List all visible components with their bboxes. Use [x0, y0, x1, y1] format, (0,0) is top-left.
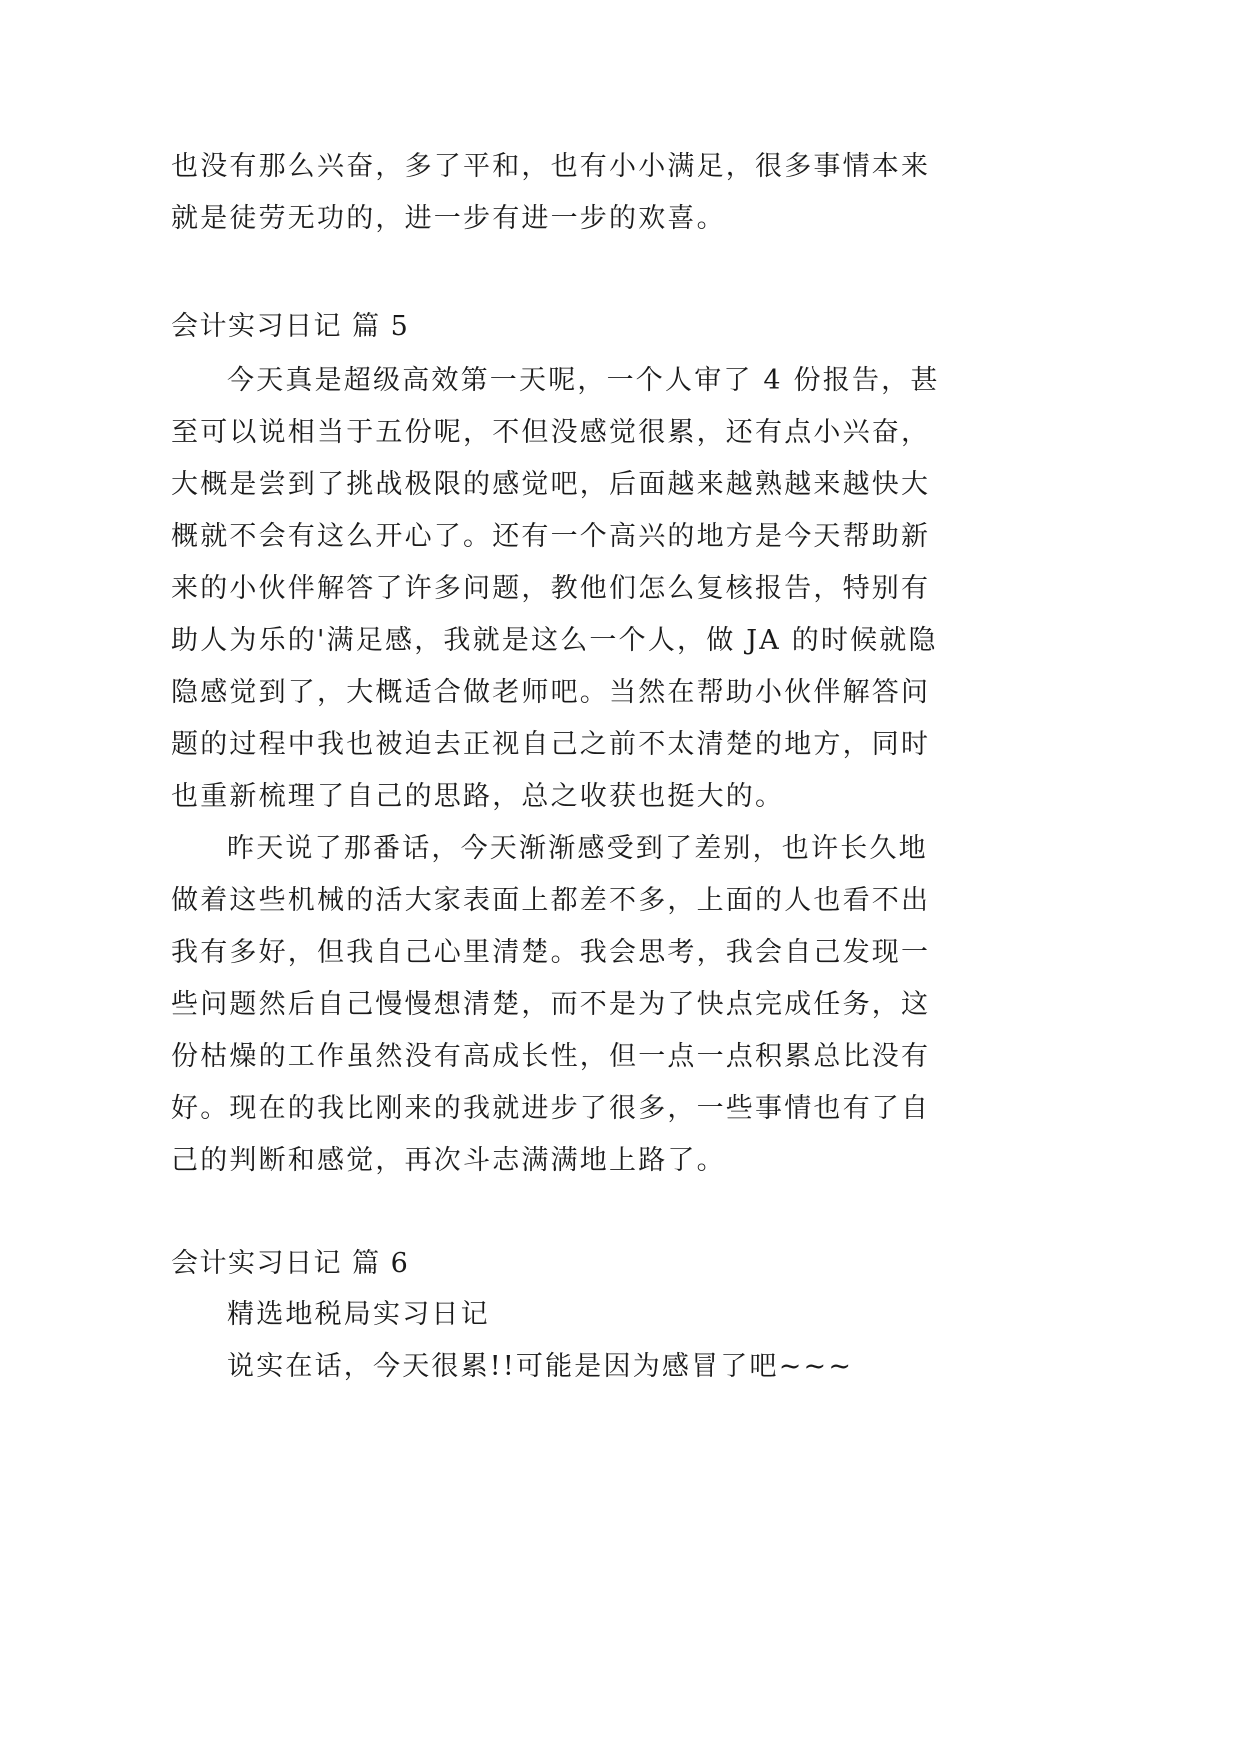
section-5-p1-line-6: 助人为乐的'满足感，我就是这么一个人，做 JA 的时候就隐 [171, 625, 938, 656]
section-5-p2-line-5: 份枯燥的工作虽然没有高成长性，但一点一点积累总比没有 [171, 1041, 931, 1072]
section-5-p2-line-6: 好。现在的我比刚来的我就进步了很多，一些事情也有了自 [171, 1093, 931, 1124]
section-5-p2-line-1: 昨天说了那番话，今天渐渐感受到了差别，也许长久地 [227, 833, 928, 864]
section-5-p1-line-5: 来的小伙伴解答了许多问题，教他们怎么复核报告，特别有 [171, 573, 931, 604]
section-5-p1-line-1: 今天真是超级高效第一天呢，一个人审了 4 份报告，甚 [227, 365, 940, 396]
section-5-p2-line-2: 做着这些机械的活大家表面上都差不多，上面的人也看不出 [171, 885, 931, 916]
section-5-p1-line-2: 至可以说相当于五份呢，不但没感觉很累，还有点小兴奋， [171, 417, 931, 448]
section-5-p2-line-7: 己的判断和感觉，再次斗志满满地上路了。 [171, 1145, 726, 1176]
section-5-p1-line-4: 概就不会有这么开心了。还有一个高兴的地方是今天帮助新 [171, 521, 931, 552]
section-5-heading: 会计实习日记 篇 5 [171, 311, 410, 342]
section-5-p1-line-7: 隐感觉到了，大概适合做老师吧。当然在帮助小伙伴解答问 [171, 677, 931, 708]
intro-line-1: 也没有那么兴奋，多了平和，也有小小满足，很多事情本来 [171, 151, 931, 182]
section-6-subtitle: 精选地税局实习日记 [227, 1299, 490, 1330]
section-6-heading: 会计实习日记 篇 6 [171, 1248, 410, 1279]
section-6-line-1: 说实在话，今天很累!!可能是因为感冒了吧~~~ [227, 1351, 854, 1382]
intro-line-2: 就是徒劳无功的，进一步有进一步的欢喜。 [171, 203, 726, 234]
section-5-p1-line-9: 也重新梳理了自己的思路，总之收获也挺大的。 [171, 781, 785, 812]
section-5-p2-line-3: 我有多好，但我自己心里清楚。我会思考，我会自己发现一 [171, 937, 931, 968]
section-5-p2-line-4: 些问题然后自己慢慢想清楚，而不是为了快点完成任务，这 [171, 989, 931, 1020]
section-5-p1-line-8: 题的过程中我也被迫去正视自己之前不太清楚的地方，同时 [171, 729, 931, 760]
section-5-p1-line-3: 大概是尝到了挑战极限的感觉吧，后面越来越熟越来越快大 [171, 469, 931, 500]
